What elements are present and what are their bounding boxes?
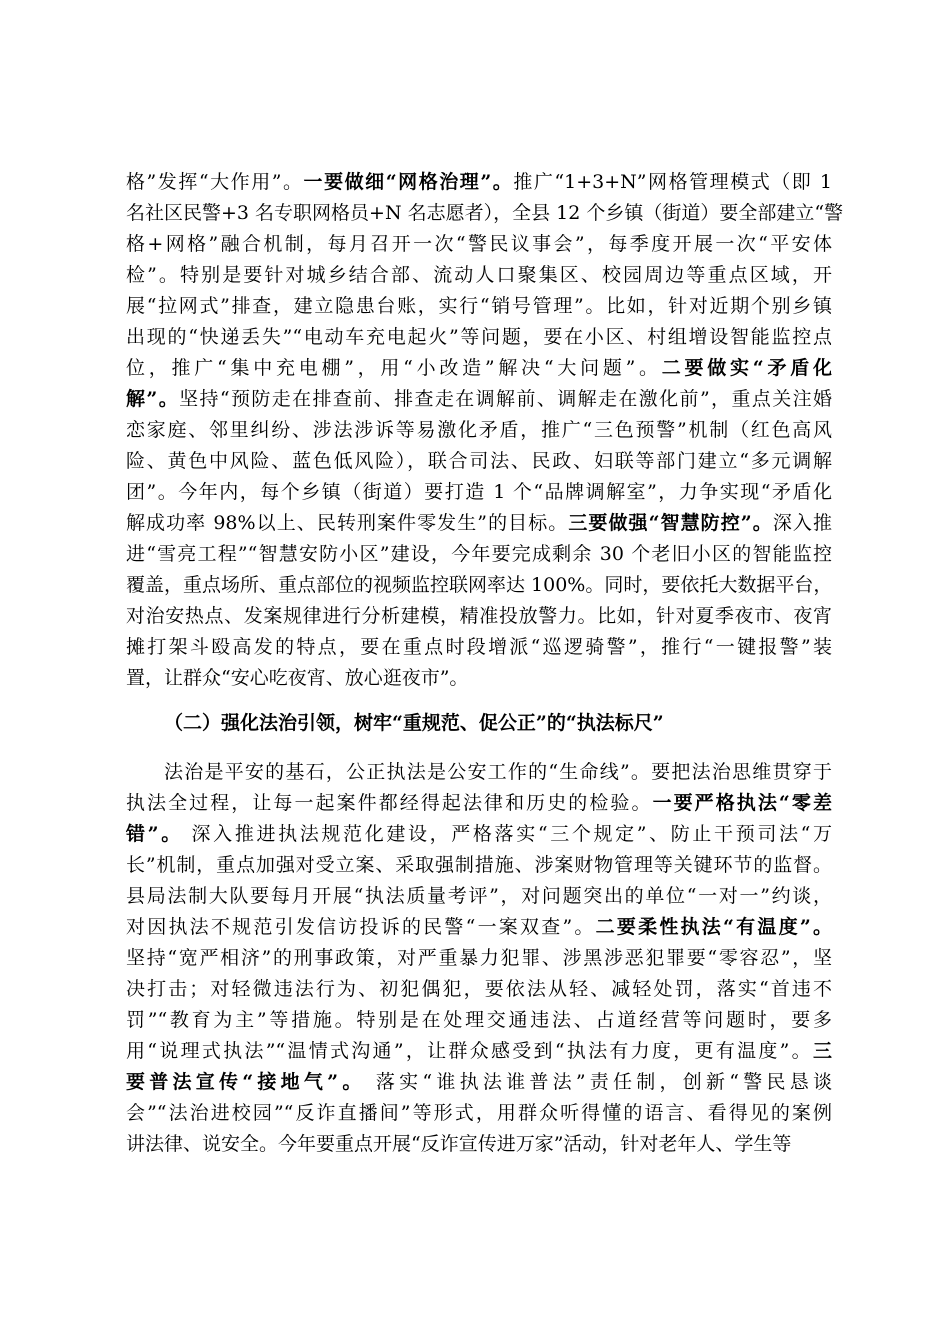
text-line <box>126 167 832 198</box>
text-line <box>126 788 832 819</box>
text-run: 摊打架斗殴高发的特点，要在重点时段增派“巡逻骑警”，推行“一键报警”装 <box>126 636 832 658</box>
text-line <box>126 601 832 632</box>
text-run: 县局法制大队要每月开展“执法质量考评”，对问题突出的单位“一对一”约谈， <box>126 885 832 907</box>
document-page <box>126 167 844 1160</box>
text-run: 用“说理式执法”“温情式沟通”，让群众感受到“执法有力度，更有温度”。 <box>126 1040 813 1062</box>
text-run: 团”。今年内，每个乡镇（街道）要打造 1 个“品牌调解室”，力争实现“矛盾化 <box>126 481 832 503</box>
text-line <box>126 1129 832 1160</box>
paragraph-rule-of-law <box>126 757 832 1160</box>
text-run: 解成功率 98%以上、民转刑案件零发生”的目标。 <box>126 512 569 534</box>
text-run: 格”发挥“大作用”。 <box>126 171 304 193</box>
bold-lead-phrase: 二要柔性执法“有温度”。 <box>595 916 832 938</box>
text-run: 出现的“快递丢失”“电动车充电起火”等问题，要在小区、村组增设智能监控点 <box>126 326 832 348</box>
bold-lead-phrase: 三 <box>812 1040 832 1062</box>
text-run: 会”“法治进校园”“反诈直播间”等形式，用群众听得懂的语言、看得见的案例 <box>126 1102 832 1124</box>
bold-lead-phrase: 三要做强“智慧防控”。 <box>568 512 773 534</box>
text-line <box>126 943 832 974</box>
text-run: 位，推广“集中充电棚”，用“小改造”解决“大问题”。 <box>126 357 662 379</box>
text-line <box>126 477 832 508</box>
text-run: 恋家庭、邻里纠纷、涉法涉诉等易激化矛盾，推广“三色预警”机制（红色高风 <box>126 419 832 441</box>
text-line <box>126 1036 832 1067</box>
text-line <box>126 850 832 881</box>
bold-lead-phrase: 一要严格执法“零差 <box>652 792 832 814</box>
text-line <box>126 322 832 353</box>
text-run: 名社区民警+3 名专职网格员+N 名志愿者），全县 12 个乡镇（街道）要全部建立“警 <box>126 202 844 224</box>
text-line <box>126 415 832 446</box>
text-line <box>126 570 832 601</box>
text-line <box>126 881 832 912</box>
text-line <box>126 663 832 694</box>
text-run: 格+网格”融合机制，每月召开一次“警民议事会”，每季度开展一次“平安体 <box>126 233 832 255</box>
text-run: 置，让群众“安心吃夜宵、放心逛夜市”。 <box>126 667 469 689</box>
text-line <box>126 198 844 229</box>
bold-lead-phrase: 二要做实“矛盾化 <box>661 357 832 379</box>
text-run: 长”机制，重点加强对受立案、采取强制措施、涉案财物管理等关键环节的监督。 <box>126 854 832 876</box>
bold-lead-phrase: 错”。 <box>126 823 183 845</box>
text-line <box>126 974 832 1005</box>
text-line <box>126 632 832 663</box>
text-line <box>126 446 832 477</box>
text-run: 检”。特别是要针对城乡结合部、流动人口聚集区、校园周边等重点区域，开 <box>126 264 832 286</box>
bold-lead-phrase: 要普法宣传“接地气”。 <box>126 1071 366 1093</box>
text-line <box>126 1067 832 1098</box>
text-run: 对治安热点、发案规律进行分析建模，精准投放警力。比如，针对夏季夜市、夜宵 <box>126 605 832 627</box>
text-run: 进“雪亮工程”“智慧安防小区”建设，今年要完成剩余 30 个老旧小区的智能监控 <box>126 543 832 565</box>
text-run: 深入推 <box>772 512 832 534</box>
text-run: 推广“1+3+N”网格管理模式（即 1 <box>513 171 833 193</box>
paragraph-grid-governance <box>126 167 844 694</box>
text-run: 坚持“预防走在排查前、排查走在调解前、调解走在激化前”，重点关注婚 <box>179 388 832 410</box>
section-heading-rule-of-law: （二）强化法治引领，树牢“重规范、促公正”的“执法标尺” <box>164 712 664 734</box>
text-line <box>126 912 832 943</box>
bold-lead-phrase: 解”。 <box>126 388 180 410</box>
text-run: 落实“谁执法谁普法”责任制，创新“警民恳谈 <box>365 1071 832 1093</box>
text-line <box>126 229 832 260</box>
text-line <box>126 260 832 291</box>
text-line <box>126 819 832 850</box>
text-line <box>126 291 832 322</box>
text-run: 对因执法不规范引发信访投诉的民警“一案双查”。 <box>126 916 596 938</box>
text-line <box>126 539 832 570</box>
text-line <box>126 353 832 384</box>
text-run: 罚”“教育为主”等措施。特别是在处理交通违法、占道经营等问题时，要多 <box>126 1009 832 1031</box>
text-line <box>126 384 832 415</box>
text-line <box>126 757 832 788</box>
text-line <box>126 1098 832 1129</box>
text-line <box>126 1005 832 1036</box>
text-run: 执法全过程，让每一起案件都经得起法律和历史的检验。 <box>126 792 653 814</box>
text-run: 展“拉网式”排查，建立隐患台账，实行“销号管理”。比如，针对近期个别乡镇 <box>126 295 832 317</box>
text-run: 覆盖，重点场所、重点部位的视频监控联网率达 100%。同时，要依托大数据平台， <box>126 574 833 596</box>
text-run: 决打击；对轻微违法行为、初犯偶犯，要依法从轻、减轻处罚，落实“首违不 <box>126 978 832 1000</box>
bold-lead-phrase: 一要做细“网格治理”。 <box>303 171 514 193</box>
text-line <box>126 508 832 539</box>
text-run: 法治是平安的基石，公正执法是公安工作的“生命线”。要把法治思维贯穿于 <box>164 761 832 783</box>
text-run: 深入推进执法规范化建设，严格落实“三个规定”、防止干预司法“万 <box>182 823 832 845</box>
text-run: 坚持“宽严相济”的刑事政策，对严重暴力犯罪、涉黑涉恶犯罪要“零容忍”，坚 <box>126 947 832 969</box>
text-run: 险、黄色中风险、蓝色低风险），联合司法、民政、妇联等部门建立“多元调解 <box>126 450 832 472</box>
text-run: 讲法律、说安全。今年要重点开展“反诈宣传进万家”活动，针对老年人、学生等 <box>126 1133 792 1155</box>
